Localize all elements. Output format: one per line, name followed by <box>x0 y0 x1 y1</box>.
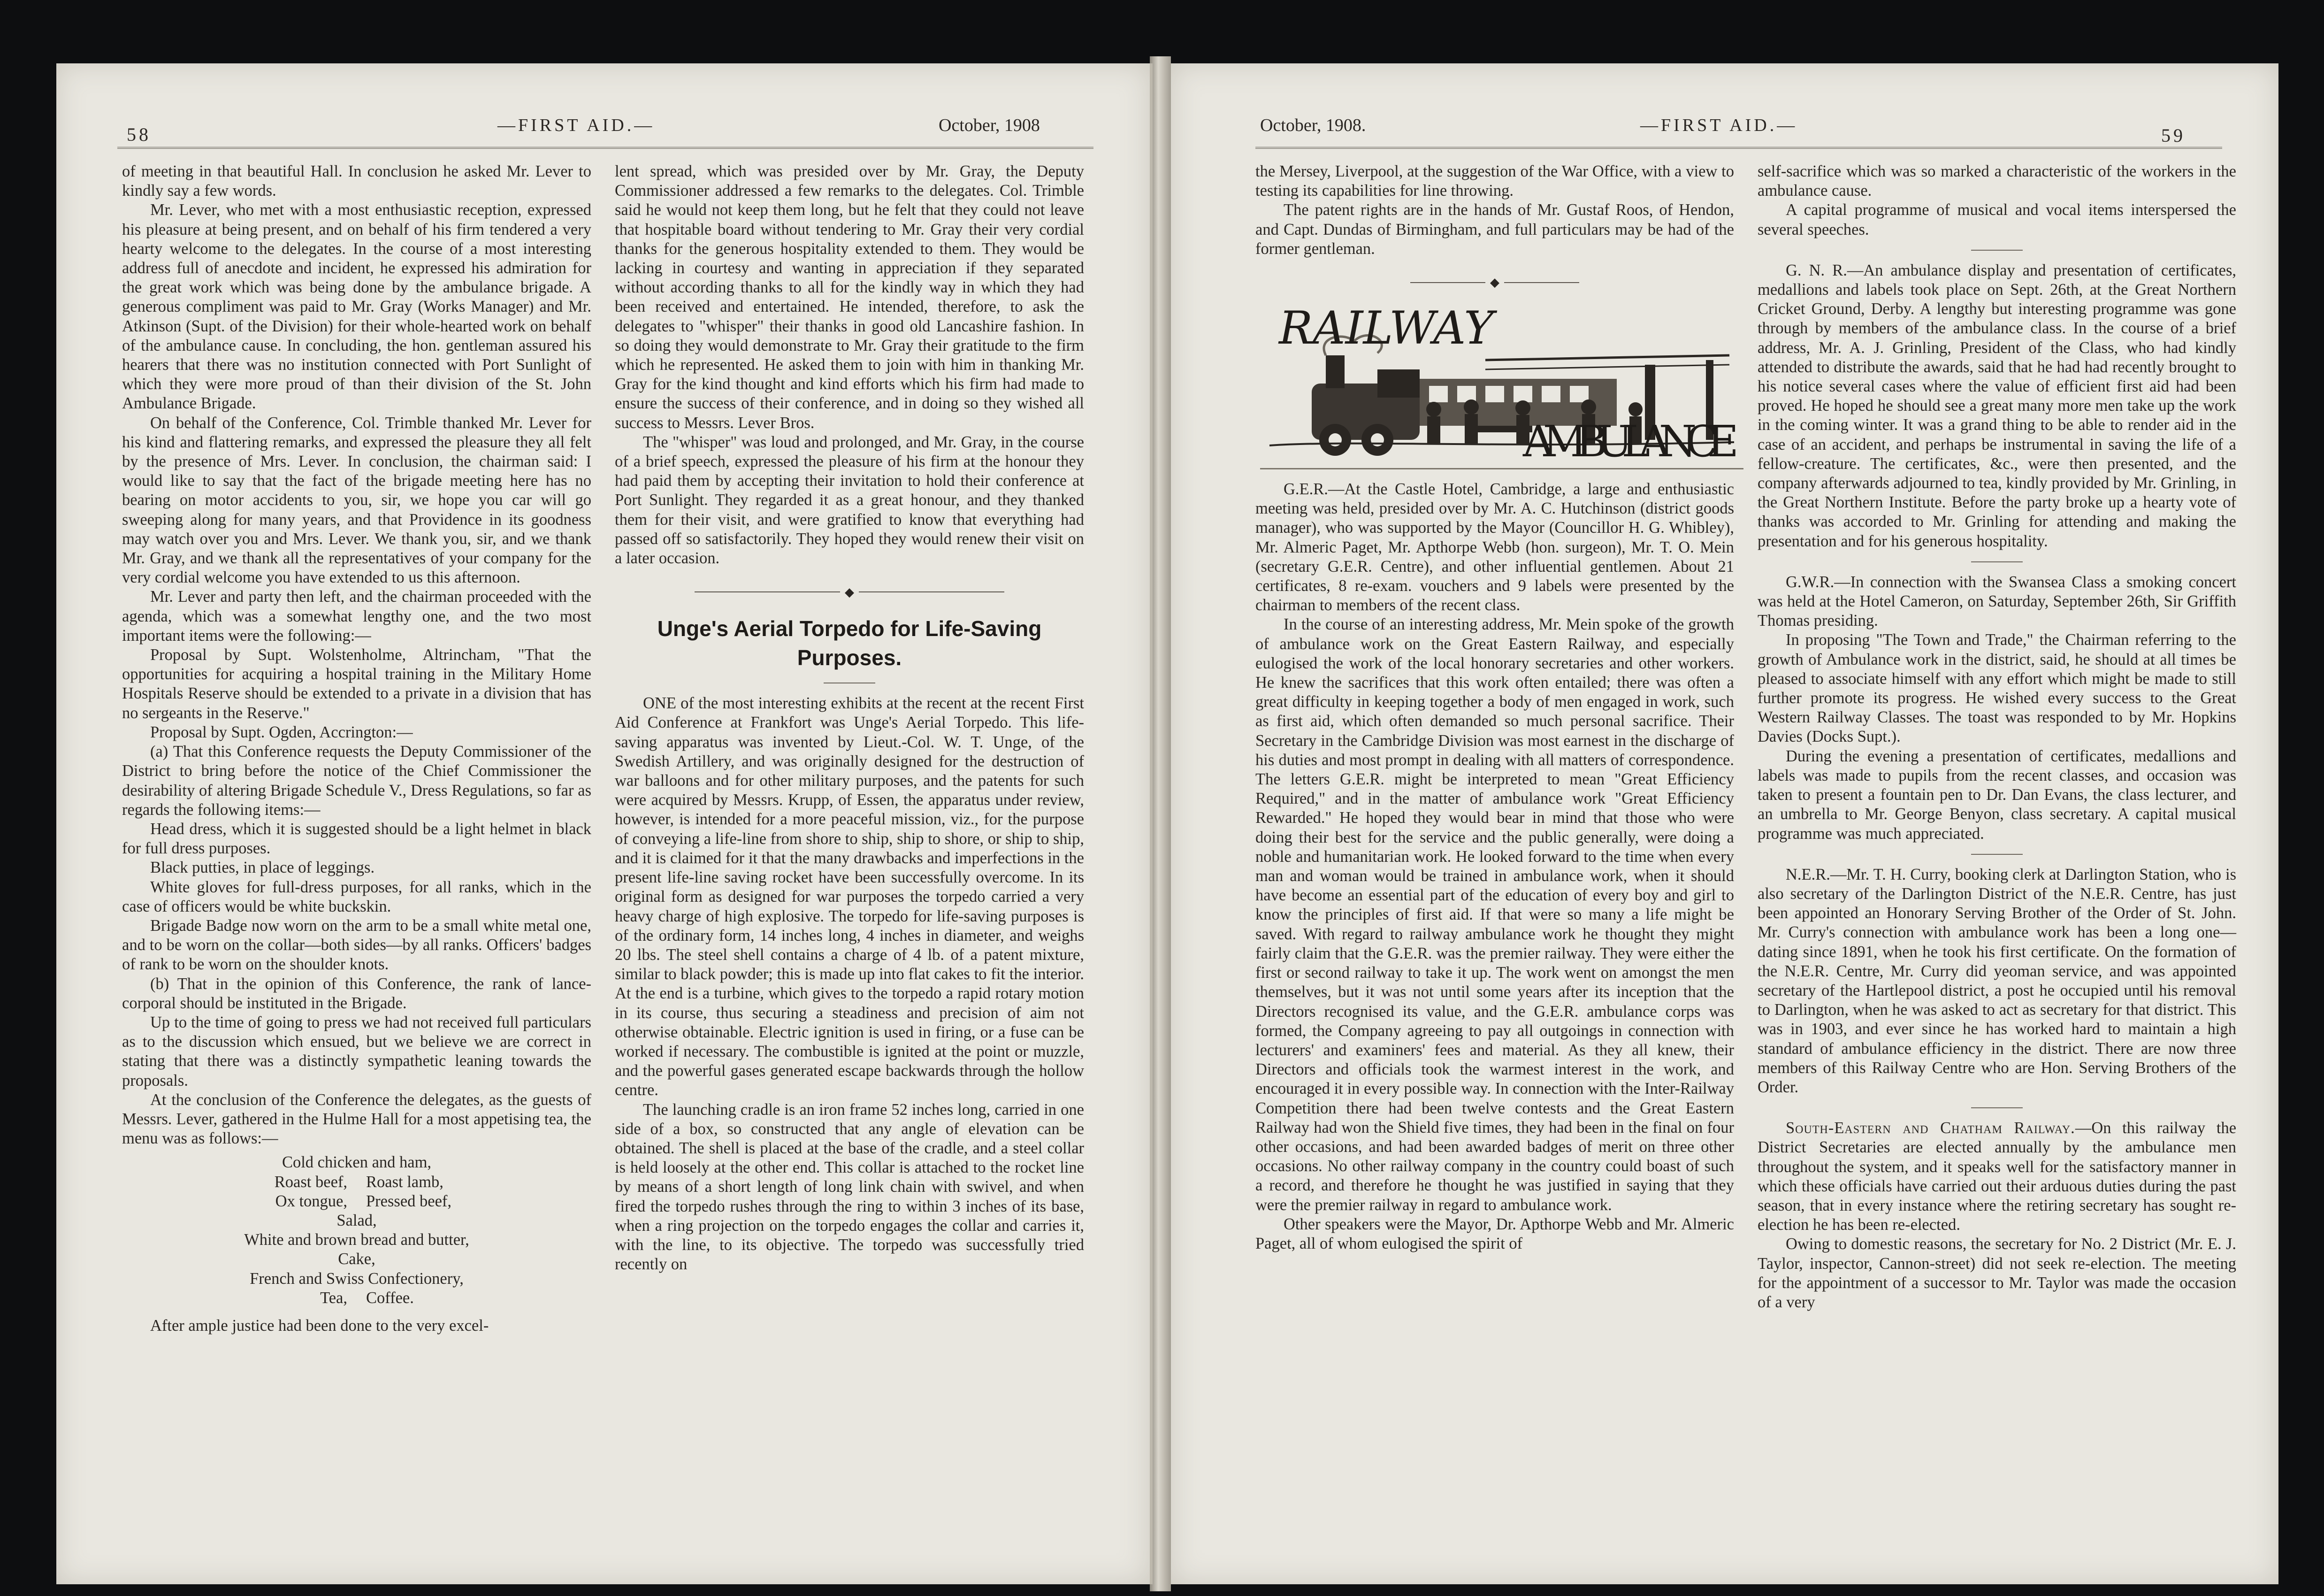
paragraph: (b) That in the opinion of this Conference, the rank of lance-corporal should be instituted in the Brigade. <box>122 974 591 1012</box>
paragraph: G. N. R.—An ambulance display and presentation of certificates, medallions and labels took place on Sept. 26th, at the Great Northern Cricket Ground, Derby. A lengthy but interesting programme was gone through by members of the ambulance class. In the course of a brief address, Mr. A. J. Grinling, President of the Class, who had kindly attended to distribute the awards, said that he had had recently brought to his notice several cases where the value of efficient first aid had been proved. He hoped he should see a great many more men take up the work in the coming winter. It was a grand thing to be able to render aid in the case of an accident, and perhaps be instrumental in saving the life of a fellow-creature. The certificates, &c., were then presented, and the company afterwards adjourned to tea, kindly provided by Mr. Grinling, in the Great Northern Institute. Before the party broke up a hearty vote of thanks was accorded to Mr. Grinling for attending and making the presentation and for his generous hospitality. <box>1758 261 2236 550</box>
menu-item: Tea, <box>320 1289 347 1307</box>
paragraph: Proposal by Supt. Ogden, Accrington:— <box>150 723 413 741</box>
paragraph: In proposing "The Town and Trade," the Chairman referring to the growth of Ambulance work in the district, said, he should at all times be pleased to associate himself with any effort which might be made to still further promote its progress. He wished every success to the Great Western Railway Classes. The toast was responded to by Mr. Hopkins Davies (Docks Supt.). <box>1758 631 2236 746</box>
paragraph: Proposal by Supt. Wolstenholme, Altrincham, "That the opportunities for acquiring a hospital training in the Military Home Hospitals Reserve should be extended to a private in a division that has no sergeants in the Reserve." <box>122 646 591 722</box>
left-column-2 <box>615 162 1084 1274</box>
paragraph: On behalf of the Conference, Col. Trimble thanked Mr. Lever for his kind and flattering remarks, and expressed the pleasure they all felt by the presence of Mrs. Lever. In conclusion, the chairman said: I would like to say that the fact of the brigade meeting here has no bearing on motor accidents to you, sir, we hope you car will go sweeping along for many years, and that Providence in its goodness may watch over you and Mrs. Lever. We thank you, sir, and we thank Mr. Gray, and we thank all the representatives of your company for the very cordial welcome you have extended to us this afternoon. <box>122 414 591 587</box>
section-rule <box>1971 250 2023 251</box>
right-column-2 <box>1758 162 2236 1312</box>
left-column-1 <box>122 162 591 1335</box>
paragraph: N.E.R.—Mr. T. H. Curry, booking clerk at Darlington Station, who is also secretary of the Darlington District of the N.E.R. Centre, has just been appointed an Honorary Serving Brother of the Order of St. John. Mr. Curry's connection with ambulance work has been a long one—dating since 1891, when he took his first certificate. On the formation of the N.E.R. Centre, Mr. Curry did yeoman service, and was appointed secretary of the Hartlepool district, a post he occupied until his removal to Darlington, when he was asked to act as secretary for that district. This was in 1903, and ever since he has worked hard to maintain a high standard of ambulance efficiency in the district. There are now three members of this Railway Centre who are Hon. Serving Brothers of the Order. <box>1758 865 2236 1096</box>
paragraph: A capital programme of musical and vocal items interspersed the several speeches. <box>1758 201 2236 238</box>
left-page <box>56 63 1153 1584</box>
paragraph: At the conclusion of the Conference the delegates, as the guests of Messrs. Lever, gathered in the Hulme Hall for a most appetising tea, the menu was as follows:— <box>122 1090 591 1148</box>
menu-item: Coffee. <box>366 1289 414 1307</box>
section-heading: South-Eastern and Chatham Railway. <box>1786 1119 2075 1137</box>
paragraph: During the evening a presentation of certificates, medallions and labels was made to pupils from the recent classes, and occasion was taken to present a fountain pen to Dr. Dan Evans, the class lecturer, and an umbrella to Mr. George Benyon, class secretary. A capital musical programme was much appreciated. <box>1758 747 2236 843</box>
paragraph: Up to the time of going to press we had not received full particulars as to the discussion which ensued, but we believe we are correct in stating that there was a distinctly sympathetic leaning towards the proposals. <box>122 1013 591 1090</box>
banner-word-railway: RAILWAY <box>1279 302 1494 355</box>
menu-item: Pressed beef, <box>366 1192 452 1210</box>
header-rule <box>117 147 1093 149</box>
issue-date: October, 1908 <box>939 115 1040 135</box>
paragraph: The launching cradle is an iron frame 52 inches long, carried in one side of a box, so constructed that any angle of elevation can be obtained. The shell is placed at the base of the cradle, and a steel collar is held loosely at the other end. This collar is attached to the rocket line by means of a short length of long link chain with swivel, and when fired the torpedo rushes through the ring to within 3 inches of its base, when a ring projection on the torpedo engages the collar and carries it, with the line, to its objective. The torpedo was successfully tried recently on <box>615 1100 1084 1274</box>
banner-word-ambulance: AMBULANCE <box>1523 416 1739 467</box>
paragraph: (a) That this Conference requests the Deputy Commissioner of the District to bring before the notice of the Chief Commissioner the desirability of altering Brigade Schedule V., Dress Regulations, so far as regards the following items:— <box>122 743 591 819</box>
paragraph: Brigade Badge now worn on the arm to be a small white metal one, and to be worn on the collar—both sides—by all ranks. Officers' badges of rank to be worn on the shoulder knots. <box>122 916 591 974</box>
tea-menu <box>122 1153 591 1308</box>
book-gutter <box>1150 56 1171 1591</box>
paragraph: G.W.R.—In connection with the Swansea Class a smoking concert was held at the Hotel Cameron, on Saturday, September 26th, Sir Griffith Thomas presiding. <box>1758 573 2236 630</box>
section-separator: ◆ <box>615 581 1084 595</box>
menu-item: Ox tongue, <box>275 1192 347 1210</box>
menu-item: Roast lamb, <box>366 1173 443 1191</box>
right-page <box>1171 63 2278 1584</box>
paragraph: Black putties, in place of leggings. <box>150 859 375 877</box>
page-number: 59 <box>2161 125 2186 146</box>
issue-date: October, 1908. <box>1260 115 1366 135</box>
banner-illustration <box>1260 299 1743 468</box>
running-head-right <box>1171 115 2278 148</box>
paragraph: After ample justice had been done to the very excel- <box>150 1316 489 1335</box>
page-number: 58 <box>127 124 151 145</box>
section-separator: ◆ <box>1255 272 1734 286</box>
paragraph: The patent rights are in the hands of Mr. Gustaf Roos, of Hendon, and Capt. Dundas of Birmingham, and full particulars may be had of the former gentleman. <box>1255 201 1734 258</box>
header-rule <box>1255 147 2222 149</box>
section-rule <box>1971 854 2023 855</box>
menu-item: French and Swiss Confectionery, <box>250 1269 464 1288</box>
paragraph: lent spread, which was presided over by Mr. Gray, the Deputy Commissioner addressed a few remarks to the delegates. Col. Trimble said he would not keep them long, but he felt that they could not leave that hospitable board without tendering to Mr. Gray their very cordial thanks for the generous hospitality extended to them. They would be lacking in courtesy and wanting in appreciation if they separated without according thanks to all for the kindly way in which they had been received and entertained. He intended, therefore, to ask the delegates to "whisper" their thanks in good old Lancashire fashion. In so doing they would demonstrate to Mr. Gray their gratitude to the firm which he represented. He asked them to join with him in thanking Mr. Gray for the kind thought and kind efforts which his firm had made to ensure the success of their conference, and in doing so they wished all success to Messrs. Lever Bros. <box>615 162 1084 432</box>
menu-item: White and brown bread and butter, <box>244 1231 469 1249</box>
paragraph: The "whisper" was loud and prolonged, and Mr. Gray, in the course of a brief speech, expressed the pleasure of his firm at the honour they had paid them by accepting their invitation to hold their conference at Port Sunlight. They regarded it as a great honour, and they thanked them for their visit, and were gratified to know that everything had passed off so satisfactorily. They hoped they would renew their visit on a later occasion. <box>615 433 1084 568</box>
right-column-1 <box>1255 162 1739 1253</box>
paragraph: Other speakers were the Mayor, Dr. Apthorpe Webb and Mr. Almeric Paget, all of whom eulogised the spirit of <box>1255 1215 1734 1252</box>
railway-ambulance-banner <box>1260 299 1743 469</box>
paragraph: Owing to domestic reasons, the secretary for No. 2 District (Mr. E. J. Taylor, inspector, Cannon-street) did not seek re-election. The meeting for the appointment of a successor to Mr. Taylor was made the occasion of a very <box>1758 1235 2236 1311</box>
paragraph: White gloves for full-dress purposes, for all ranks, which in the case of officers would be white buckskin. <box>122 878 591 915</box>
paragraph: self-sacrifice which was so marked a characteristic of the workers in the ambulance cause. <box>1758 162 2236 200</box>
menu-item: Cold chicken and ham, <box>282 1153 432 1172</box>
running-head-left <box>56 115 1150 148</box>
article-title: Unge's Aerial Torpedo for Life-Saving Purposes. <box>657 616 1042 670</box>
section-rule <box>1971 561 2023 562</box>
paragraph: of meeting in that beautiful Hall. In conclusion he asked Mr. Lever to kindly say a few words. <box>122 162 591 200</box>
menu-item: Roast beef, <box>274 1173 347 1191</box>
journal-title: —FIRST AID.— <box>497 115 655 135</box>
paragraph: In the course of an interesting address, Mr. Mein spoke of the growth of ambulance work on the Great Eastern Railway, and especially eulogised the work of the local honorary secretaries and other workers. He knew the sacrifices that this work often entailed; there was often a great difficulty in keeping together a body of men engaged in work, such as first aid, which often demanded so much personal sacrifice. Their Secretary in the Cambridge Division was most earnest in the discharge of his duties and most prompt in dealing with all matters of correspondence. The letters G.E.R. might be interpreted to mean "Great Efficiency Required," and in the matter of ambulance work "Great Efficiency Rewarded." He hoped they would bear in mind that those who were doing their best for the service and the public generally, were doing a noble and humanitarian work. He looked forward to the time when every man and woman would be trained in ambulance work, when it should have become an essential part of the education of every boy and girl to know the principles of first aid. If that were so many a life might be saved. With regard to railway ambulance work he thought they might fairly claim that the G.E.R. was the premier railway. They were either the first or second railway to take it up. The work went on amongst the men themselves, but it was not until some years after its inception that the Directors recognised its value, and the G.E.R. ambulance corps was formed, the Company agreeing to pay all outgoings in connection with lecturers' and examiners' fees and material. As they all knew, their Directors and officials took the warmest interest in the work, and encouraged it in every possible way. In connection with the Inter-Railway Competition there had been twelve contests and the Great Eastern Railway had won the Shield five times, they had been in the final on four other occasions, and had been awarded badges of merit on three other occasions. No other railway company in the country could boast of such a record, and therefore he thought he was justified in saying that they were the premier railway in regard to ambulance work. <box>1255 615 1734 1214</box>
menu-item: Cake, <box>338 1250 375 1268</box>
paragraph: Head dress, which it is suggested should be a light helmet in black for full dress purposes. <box>122 820 591 858</box>
paragraph: the Mersey, Liverpool, at the suggestion of the War Office, with a view to testing its capabilities for line throwing. <box>1255 162 1734 200</box>
menu-item: Salad, <box>336 1211 377 1229</box>
paragraph: —On this railway the District Secretaries are elected annually by the ambulance men throughout the system, and it speaks well for the satisfactory manner in which these officials have carried out their arduous duties during the past season, that in every instance where the retiring secretary has sought re-election he has been re-elected. <box>1758 1119 2237 1234</box>
journal-title: —FIRST AID.— <box>1640 115 1798 135</box>
section-rule <box>1971 1107 2023 1108</box>
paragraph: Mr. Lever and party then left, and the chairman proceeded with the agenda, which was a somewhat lengthy one, and the two most important items were the following:— <box>122 588 591 645</box>
paragraph: ONE of the most interesting exhibits at the recent at the recent First Aid Conference at Frankfort was Unge's Aerial Torpedo. This life-saving apparatus was invented by Lieut.-Col. W. T. Unge, of the Swedish Artillery, and was originally designed for the destruction of war balloons and for other military purposes, and the patents for such were acquired by Messrs. Krupp, of Essen, the apparatus under review, however, is intended for a more peaceful mission, viz., for the purpose of conveying a life-line from shore to ship, ship to shore, or ship to ship, and it is claimed for it that the many drawbacks and imperfections in the present life-line saving rocket have been successfully overcome. In its original form as designed for war purposes the torpedo carried a very heavy charge of high explosive. The torpedo for life-saving purposes is of the ordinary form, 14 inches long, 4 inches in diameter, and weighs 20 lbs. The steel shell contains a charge of 4 lb. of a patent mixture, similar to black powder; this is made up into flat cakes to fit the interior. At the end is a turbine, which gives to the torpedo a rapid rotary motion in its course, thus securing a steadiness and precision of aim not otherwise obtainable. Electric ignition is used in firing, or a fuse can be worked if necessary. The combustible is ignited at the point or muzzle, and the powerful gases generated escape backwards through the hollow centre. <box>615 694 1084 1099</box>
paragraph: Mr. Lever, who met with a most enthusiastic reception, expressed his pleasure at being present, and on behalf of his firm tendered a very hearty welcome to the delegates. In the course of a most interesting address full of anecdote and incident, he expressed his admiration for the great work which was being done by the ambulance brigade. A generous compliment was paid to Mr. Gray (Works Manager) and Mr. Atkinson (Supt. of the Division) for their whole-hearted work on behalf of the ambulance cause. In concluding, the hon. gentleman assured his hearers that there was no institution connected with Port Sunlight of which they were more proud of than their division of the St. John Ambulance Brigade. <box>122 201 591 413</box>
paragraph: G.E.R.—At the Castle Hotel, Cambridge, a large and enthusiastic meeting was held, presided over by Mr. A. C. Hutchinson (district goods manager), who was supported by the Mayor (Councillor H. G. Whibley), Mr. Almeric Paget, Mr. Apthorpe Webb (hon. surgeon), Mr. T. O. Mein (secretary G.E.R. Centre), and other influential gentlemen. About 21 certificates, 8 re-exam. vouchers and 9 labels were presented by the chairman to members of the recent class. <box>1255 480 1734 614</box>
